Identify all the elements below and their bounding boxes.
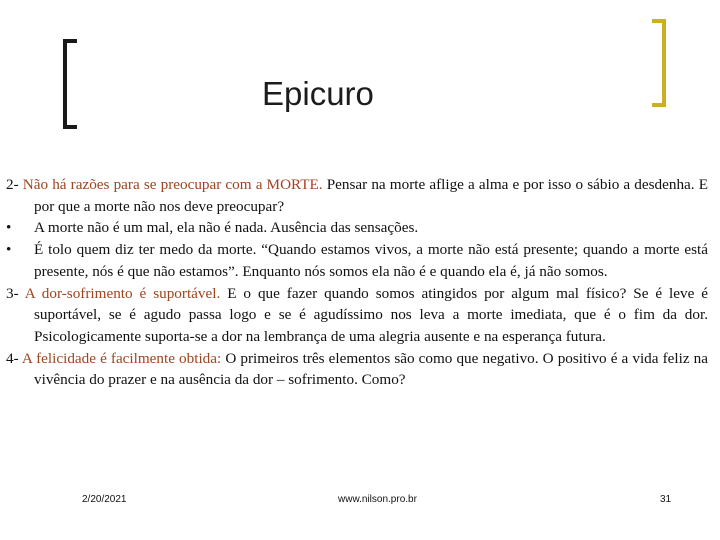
bullet-icon: • — [6, 241, 12, 259]
point-number: 4- — [6, 349, 22, 367]
point-number: 2- — [6, 176, 23, 193]
bullet-text: A morte não é um mal, ela não é nada. Ausência das sensações. — [34, 219, 419, 237]
slide-title: Epicuro — [262, 75, 374, 112]
point-2 — [6, 174, 708, 217]
bullet-item — [6, 217, 708, 239]
point-highlight: A felicidade é facilmente obtida: — [21, 349, 222, 367]
bullet-item — [6, 239, 708, 282]
point-number: 3- — [6, 284, 25, 302]
point-highlight: Não há razões para se preocupar com a MORTE. — [22, 176, 323, 193]
point-text: Pensar na morte aflige a alma e por isso o sábio a desdenha. E por que a morte não nos deve preocupar? — [34, 176, 708, 215]
footer-date: 2/20/2021 — [82, 494, 127, 505]
title-bracket-right — [652, 19, 666, 107]
point-4 — [6, 348, 708, 391]
footer-page-number: 31 — [660, 494, 672, 505]
point-3 — [6, 283, 708, 348]
point-text: O primeiros três elementos são como que negativo. O positivo é a vida feliz na vivência do prazer e na ausência da dor – sofrimento. Como? — [34, 349, 708, 389]
bullet-icon: • — [6, 219, 12, 237]
point-text: E o que fazer quando somos atingidos por algum mal físico? Se é leve é suportável, se é agudo passa logo e se é agudíssimo nos leva a morte imediata, que é o fim da dor. Psicologicamente suporta-se a dor na lembrança de uma alegria ausente e na esperança futura. — [34, 284, 709, 345]
point-highlight: A dor-sofrimento é suportável. — [24, 284, 221, 302]
footer-website: www.nilson.pro.br — [338, 494, 417, 505]
title-bracket-left — [63, 39, 77, 129]
bullet-text: É tolo quem diz ter medo da morte. “Quando estamos vivos, a morte não está presente; quando a morte está presente, nós é que não estamos”. Enquanto nós somos ela não é e quando ela é, já não somos. — [34, 241, 708, 280]
slide-body — [6, 174, 708, 391]
